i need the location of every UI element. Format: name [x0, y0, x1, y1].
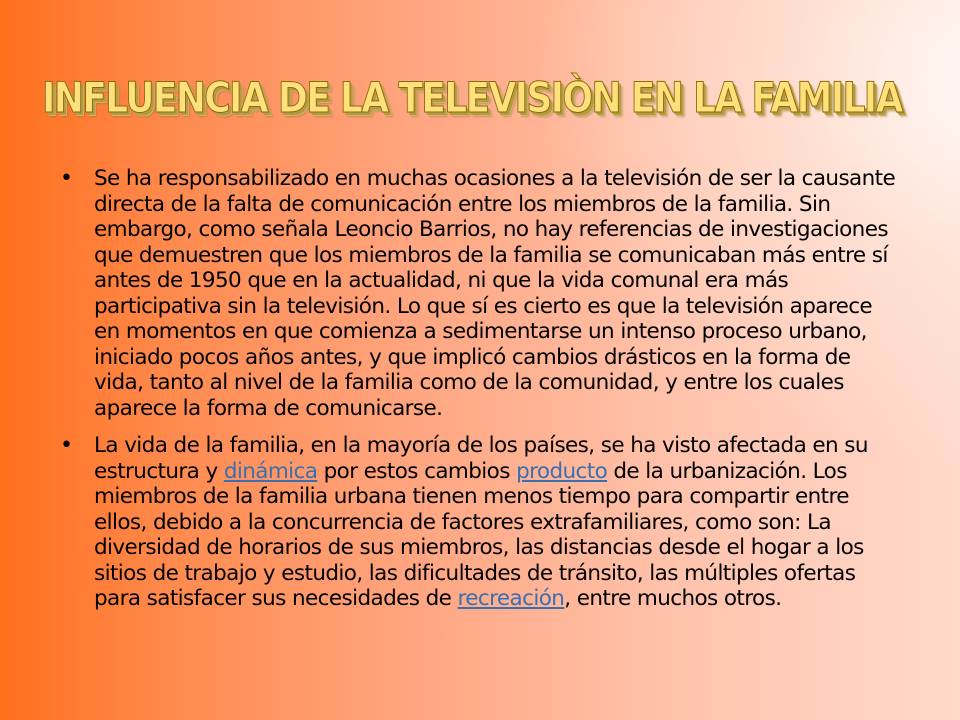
bullet-dot-icon: •	[60, 166, 73, 191]
slide-title: INFLUENCIA DE LA TELEVISIÒN EN LA FAMILIA	[42, 73, 902, 122]
bullet-item-1	[58, 166, 900, 421]
bullet-2-text-part3: de la urbanización. Los miembros de la familia urbana tienen menos tiempo para compartir entre ellos, debido a la concurrencia de factores extrafamiliares, como son: La diversidad de horarios de sus miembros, las distancias desde el hogar a los sitios de trabajo y estudio, las dificultades de tránsito, las múltiples ofertas para satisfacer sus necesidades de	[94, 458, 864, 611]
bullet-item-2	[58, 433, 900, 612]
bullet-2-text-part2: por estos cambios	[317, 458, 517, 484]
link-recreacion[interactable]: recreación	[457, 586, 565, 611]
bullet-text-1: Se ha responsabilizado en muchas ocasiones a la televisión de ser la causante directa de la falta de comunicación entre los miembros de la familia. Sin embargo, como señala Leoncio Barrios, no hay referencias de investigaciones que demuestren que los miembros de la familia se comunicaban más entre sí antes de 1950 que en la actualidad, ni que la vida comunal era más participativa sin la televisión. Lo que sí es cierto es que la televisión aparece en momentos en que comienza a sedimentarse un intenso proceso urbano, iniciado pocos años antes, y que implicó cambios drásticos en la forma de vida, tanto al nivel de la familia como de la comunidad, y entre los cuales aparece la forma de comunicarse.	[94, 166, 896, 421]
bullet-text-2	[94, 433, 868, 611]
bullet-2-text-part4: , entre muchos otros.	[564, 586, 782, 611]
bullet-2-text-part1: La vida de la familia, en la mayoría de los países, se ha visto afectada en su estructura y	[94, 433, 868, 484]
bullet-list	[58, 166, 900, 624]
link-dinamica[interactable]: dinámica	[223, 458, 318, 484]
bullet-dot-icon: •	[60, 433, 73, 458]
link-producto[interactable]: producto	[516, 458, 608, 484]
